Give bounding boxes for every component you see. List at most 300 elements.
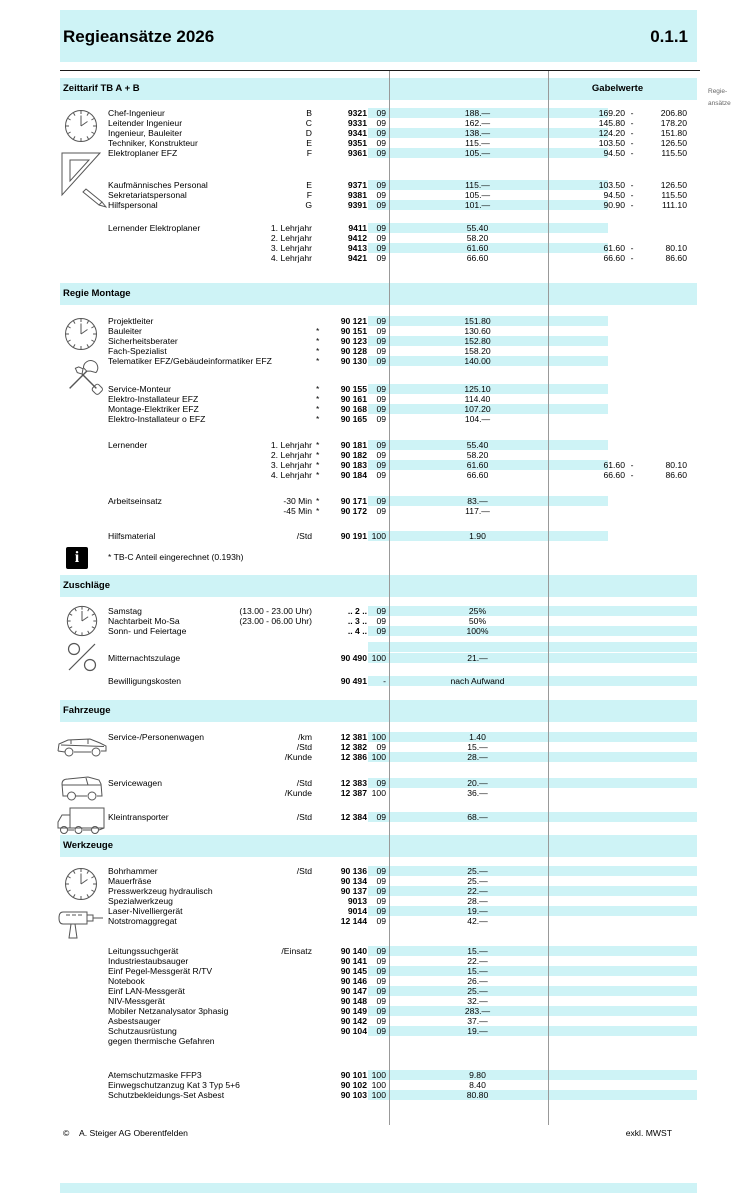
row-label: Mobiler Netzanalysator 3phasig <box>108 1006 229 1016</box>
row-range-dash: - <box>630 460 634 470</box>
table-row <box>60 866 697 876</box>
van-icon <box>59 769 107 803</box>
margin-tab-line2: ansätze <box>708 100 731 107</box>
header-band <box>60 10 697 62</box>
row-code: 12 144 <box>340 916 367 926</box>
row-range-max <box>639 626 687 636</box>
row-range-dash <box>625 1070 639 1080</box>
row-range-max <box>639 316 687 326</box>
row-subcode: 09 <box>376 414 386 424</box>
row-range-dash <box>625 946 639 956</box>
row-range-dash <box>625 1090 639 1100</box>
row-range-min: 94.50 <box>603 148 625 158</box>
row-subcode: 09 <box>376 626 386 636</box>
row-subcode: 09 <box>376 316 386 326</box>
row-asterisk: * <box>316 336 320 346</box>
row-range-dash <box>625 496 639 506</box>
row-range-min <box>548 752 625 762</box>
row-code: 9341 <box>347 128 367 138</box>
row-range-dash <box>625 752 639 762</box>
row-qualifier <box>210 676 312 686</box>
group-montage-lernende <box>60 440 697 480</box>
row-subcode: 09 <box>376 356 386 366</box>
row-range-min <box>548 1006 625 1016</box>
row-range-dash <box>625 742 639 752</box>
row-qualifier: 1. Lehrjahr <box>270 223 312 233</box>
row-range-dash <box>625 916 639 926</box>
row-value: 61.60 <box>466 460 489 470</box>
row-code: 90 141 <box>340 956 367 966</box>
row-subcode: 09 <box>376 976 386 986</box>
info-icon-glyph: i <box>74 549 80 566</box>
row-label: Notstromaggregat <box>108 916 177 926</box>
row-subcode: 100 <box>371 1090 386 1100</box>
row-value: 68.— <box>467 812 488 822</box>
row-label: Elektro-Installateur o EFZ <box>108 414 206 424</box>
row-range-max <box>639 1090 687 1100</box>
row-label: Presswerkzeug hydraulisch <box>108 886 213 896</box>
row-label: Chef-Ingenieur <box>108 108 165 118</box>
row-label: Nachtarbeit Mo-Sa <box>108 616 180 626</box>
row-range-min <box>548 916 625 926</box>
copyright-symbol: © <box>63 1128 70 1138</box>
row-range-max <box>639 653 687 663</box>
row-value: 19.— <box>467 1026 488 1036</box>
row-range-max <box>639 866 687 876</box>
row-subcode: 09 <box>376 180 386 190</box>
row-range-min <box>548 778 625 788</box>
row-label: Hilfspersonal <box>108 200 158 210</box>
row-range-min <box>548 956 625 966</box>
row-code: 90 103 <box>340 1090 367 1100</box>
row-range-min: 124.20 <box>598 128 625 138</box>
table-row <box>60 606 697 616</box>
row-code: 9331 <box>347 118 367 128</box>
row-range-max <box>639 506 687 516</box>
table-row <box>60 108 697 118</box>
row-asterisk: * <box>316 414 320 424</box>
table-row <box>60 653 697 663</box>
row-qualifier <box>210 346 312 356</box>
row-label: Service-Monteur <box>108 384 172 394</box>
row-value: 158.20 <box>464 346 491 356</box>
row-subcode: 09 <box>376 876 386 886</box>
group-zuschlaege-zeiten <box>60 606 697 663</box>
row-code: 90 184 <box>340 470 367 480</box>
section-bar-zeittarif <box>60 78 697 100</box>
row-range-max <box>639 233 687 243</box>
row-code: 90 123 <box>340 336 367 346</box>
row-subcode: 09 <box>376 336 386 346</box>
row-label: Ingenieur, Bauleiter <box>108 128 183 138</box>
table-row <box>60 966 697 976</box>
row-qualifier: D <box>305 128 312 138</box>
row-range-dash <box>625 812 639 822</box>
row-code: 90 136 <box>340 866 367 876</box>
row-range-min <box>548 732 625 742</box>
row-asterisk: * <box>316 470 320 480</box>
row-value: 105.— <box>464 148 491 158</box>
table-row <box>60 233 697 243</box>
row-subcode: 100 <box>371 531 386 541</box>
row-range-min: 61.60 <box>603 460 625 470</box>
row-range-max <box>639 326 687 336</box>
row-code: 9351 <box>347 138 367 148</box>
row-range-dash <box>625 616 639 626</box>
row-range-min <box>548 233 625 243</box>
table-row <box>60 996 697 1006</box>
row-subcode: 09 <box>376 346 386 356</box>
row-range-min: 94.50 <box>603 190 625 200</box>
row-subcode: 09 <box>376 496 386 506</box>
row-range-min <box>548 946 625 956</box>
row-range-dash <box>625 394 639 404</box>
row-range-max <box>639 1036 687 1046</box>
row-range-min <box>548 506 625 516</box>
row-subcode: 09 <box>376 742 386 752</box>
column-divider-line-left <box>389 71 390 1125</box>
row-range-min <box>548 1016 625 1026</box>
row-qualifier <box>210 1026 312 1036</box>
row-value: 83.— <box>467 496 488 506</box>
row-range-min: 169.20 <box>598 108 625 118</box>
row-label: Leitungssuchgerät <box>108 946 179 956</box>
row-range-dash <box>625 1080 639 1090</box>
row-qualifier: 4. Lehrjahr <box>270 253 312 263</box>
row-code: 9421 <box>347 253 367 263</box>
row-subcode: 100 <box>371 788 386 798</box>
row-range-max <box>639 916 687 926</box>
row-range-dash: - <box>630 190 634 200</box>
row-value: 55.40 <box>466 440 489 450</box>
row-subcode: 09 <box>376 986 386 996</box>
page-title: Regieansätze 2026 <box>63 27 215 46</box>
row-qualifier <box>210 356 312 366</box>
row-qualifier <box>210 956 312 966</box>
row-range-max <box>639 946 687 956</box>
row-range-dash <box>625 346 639 356</box>
set-square-icon <box>59 150 107 208</box>
row-range-dash <box>625 223 639 233</box>
section-label: Regie Montage <box>63 288 131 299</box>
row-range-max <box>639 642 687 652</box>
row-label: NIV-Messgerät <box>108 996 165 1006</box>
row-asterisk: * <box>316 440 320 450</box>
row-range-min <box>548 876 625 886</box>
table-row <box>60 676 697 686</box>
row-qualifier: /Kunde <box>284 752 312 762</box>
group-montage-hilfsmaterial <box>60 531 697 541</box>
row-value: 50% <box>468 616 487 626</box>
row-range-max <box>639 986 687 996</box>
row-value: 58.20 <box>466 233 489 243</box>
drill-icon <box>57 900 105 942</box>
row-subcode: 09 <box>376 1026 386 1036</box>
row-range-min <box>548 223 625 233</box>
row-qualifier <box>210 394 312 404</box>
row-value: 42.— <box>467 916 488 926</box>
row-label: Elektro-Installateur EFZ <box>108 394 199 404</box>
row-subcode: 09 <box>376 326 386 336</box>
row-label: Leitender Ingenieur <box>108 118 183 128</box>
row-qualifier <box>210 876 312 886</box>
row-value <box>389 1036 548 1046</box>
row-range-dash <box>625 676 639 686</box>
row-value: 21.— <box>467 653 488 663</box>
row-qualifier: (23.00 - 06.00 Uhr) <box>239 616 312 626</box>
row-label: Sekretariatspersonal <box>108 190 187 200</box>
row-code: 90 181 <box>340 440 367 450</box>
row-range-min <box>548 496 625 506</box>
row-range-dash <box>625 414 639 424</box>
row-value: 22.— <box>467 886 488 896</box>
row-subcode: 100 <box>371 653 386 663</box>
row-qualifier <box>210 986 312 996</box>
row-range-max <box>639 956 687 966</box>
row-range-dash <box>625 896 639 906</box>
row-range-dash <box>625 606 639 616</box>
table-row <box>60 460 697 470</box>
row-value: 1.40 <box>469 732 486 742</box>
row-qualifier <box>210 916 312 926</box>
row-label: Telematiker EFZ/Gebäudeinformatiker EFZ <box>108 356 272 366</box>
row-qualifier <box>210 404 312 414</box>
table-row <box>60 778 697 788</box>
table-row <box>60 886 697 896</box>
row-asterisk: * <box>316 394 320 404</box>
row-label: Bauleiter <box>108 326 142 336</box>
row-range-dash <box>625 626 639 636</box>
row-range-max: 126.50 <box>660 180 687 190</box>
section-label: Zeittarif TB A + B <box>63 83 140 94</box>
row-range-max <box>639 996 687 1006</box>
row-label: Asbestsauger <box>108 1016 161 1026</box>
row-range-max <box>639 384 687 394</box>
row-code: .. 2 .. <box>347 606 367 616</box>
row-code: 9014 <box>347 906 367 916</box>
table-row <box>60 1026 697 1036</box>
row-range-min <box>548 440 625 450</box>
row-qualifier <box>210 1080 312 1090</box>
row-range-max <box>639 414 687 424</box>
row-range-max <box>639 404 687 414</box>
table-row <box>60 986 697 996</box>
row-code: 90 491 <box>340 676 367 686</box>
table-row <box>60 742 697 752</box>
group-montage-leitung <box>60 316 697 366</box>
row-qualifier <box>210 1006 312 1016</box>
row-range-max: 86.60 <box>665 470 687 480</box>
row-label: gegen thermische Gefahren <box>108 1036 215 1046</box>
row-value: 55.40 <box>466 223 489 233</box>
footer-vat-note: exkl. MWST <box>625 1128 672 1138</box>
row-subcode: 09 <box>376 190 386 200</box>
row-range-min <box>548 906 625 916</box>
row-label: Atemschutzmaske FFP3 <box>108 1070 202 1080</box>
row-subcode: 09 <box>376 384 386 394</box>
row-range-max <box>639 531 687 541</box>
row-subcode: 100 <box>371 1080 386 1090</box>
row-value: 101.— <box>464 200 491 210</box>
row-qualifier: G <box>305 200 312 210</box>
row-subcode: 09 <box>376 966 386 976</box>
section-label: Werkzeuge <box>63 840 113 851</box>
row-code: 90 102 <box>340 1080 367 1090</box>
row-label: Einf LAN-Messgerät <box>108 986 185 996</box>
gabelwerte-header: Gabelwerte <box>591 83 644 94</box>
row-range-min <box>548 676 625 686</box>
row-subcode: 09 <box>376 243 386 253</box>
row-subcode: 09 <box>376 394 386 404</box>
row-range-dash <box>625 1016 639 1026</box>
row-subcode: 100 <box>371 752 386 762</box>
row-qualifier: 2. Lehrjahr <box>270 450 312 460</box>
row-range-max <box>639 886 687 896</box>
row-subcode: 09 <box>376 916 386 926</box>
table-row <box>60 316 697 326</box>
row-range-max: 126.50 <box>660 138 687 148</box>
row-subcode <box>369 642 386 652</box>
row-subcode: 09 <box>376 233 386 243</box>
row-value: 138.— <box>464 128 491 138</box>
row-range-dash: - <box>630 470 634 480</box>
row-code: 90 168 <box>340 404 367 414</box>
header-rule <box>60 70 700 71</box>
row-value: 15.— <box>467 946 488 956</box>
row-qualifier <box>210 906 312 916</box>
row-qualifier: /Einsatz <box>281 946 312 956</box>
row-value: 26.— <box>467 976 488 986</box>
row-range-max <box>639 496 687 506</box>
table-row <box>60 326 697 336</box>
table-row <box>60 190 697 200</box>
row-qualifier: -30 Min <box>283 496 312 506</box>
row-subcode: 100 <box>371 1070 386 1080</box>
table-row <box>60 732 697 742</box>
row-code: 90 146 <box>340 976 367 986</box>
row-range-dash <box>625 233 639 243</box>
row-code: 90 172 <box>340 506 367 516</box>
row-qualifier: 3. Lehrjahr <box>270 243 312 253</box>
table-row <box>60 440 697 450</box>
row-range-max <box>639 896 687 906</box>
row-range-max <box>639 906 687 916</box>
row-label: Mauerfräse <box>108 876 152 886</box>
row-qualifier <box>210 966 312 976</box>
row-range-min <box>548 616 625 626</box>
table-row <box>60 496 697 506</box>
row-qualifier <box>210 1070 312 1080</box>
row-value: 32.— <box>467 996 488 1006</box>
row-label: Kleintransporter <box>108 812 169 822</box>
row-qualifier: B <box>306 108 312 118</box>
row-qualifier <box>210 886 312 896</box>
section-bar-zuschlaege <box>60 575 697 597</box>
row-range-dash <box>625 966 639 976</box>
row-qualifier <box>210 414 312 424</box>
row-qualifier: (13.00 - 23.00 Uhr) <box>239 606 312 616</box>
row-value: 15.— <box>467 742 488 752</box>
row-qualifier <box>210 1036 312 1046</box>
row-label: Schutzbekleidungs-Set Asbest <box>108 1090 225 1100</box>
row-code: 9321 <box>347 108 367 118</box>
row-label: Sicherheitsberater <box>108 336 178 346</box>
row-subcode: 09 <box>376 946 386 956</box>
row-value: 58.20 <box>466 450 489 460</box>
table-row <box>60 916 697 926</box>
row-range-dash <box>625 642 639 652</box>
row-range-min <box>548 866 625 876</box>
row-subcode: 09 <box>376 223 386 233</box>
table-row <box>60 896 697 906</box>
row-range-min <box>548 414 625 424</box>
row-label: Bohrhammer <box>108 866 158 876</box>
margin-tab <box>708 86 731 110</box>
row-code <box>320 642 367 652</box>
column-divider-line-right <box>548 71 549 1125</box>
row-range-dash: - <box>630 138 634 148</box>
table-row <box>60 404 697 414</box>
clock-icon <box>64 603 100 639</box>
table-row <box>60 531 697 541</box>
row-range-max <box>639 876 687 886</box>
row-range-min <box>548 356 625 366</box>
row-range-max: 111.10 <box>661 200 687 210</box>
row-range-min <box>548 1026 625 1036</box>
group-zeittarif-personal <box>60 180 697 210</box>
row-qualifier <box>210 996 312 1006</box>
row-code: 9413 <box>347 243 367 253</box>
row-code: 90 149 <box>340 1006 367 1016</box>
row-qualifier: /Std <box>296 531 312 541</box>
table-row <box>60 616 697 626</box>
row-range-min: 66.60 <box>603 253 625 263</box>
row-subcode: 09 <box>376 460 386 470</box>
row-range-min: 145.80 <box>598 118 625 128</box>
row-label: Service-/Personenwagen <box>108 732 205 742</box>
row-range-min <box>548 986 625 996</box>
row-code: 90 101 <box>340 1070 367 1080</box>
group-fahrzeuge-kleintransporter <box>60 812 697 822</box>
table-row <box>60 946 697 956</box>
row-range-dash <box>625 404 639 414</box>
row-range-min <box>548 976 625 986</box>
row-code: 90 148 <box>340 996 367 1006</box>
table-row <box>60 336 697 346</box>
row-subcode: 09 <box>376 616 386 626</box>
row-value: 188.— <box>464 108 491 118</box>
row-code: 9411 <box>348 223 367 233</box>
row-label: Lernender Elektroplaner <box>108 223 201 233</box>
row-range-max <box>639 616 687 626</box>
row-value: 36.— <box>467 788 488 798</box>
row-label: Hilfsmaterial <box>108 531 156 541</box>
row-code: 9371 <box>347 180 367 190</box>
group-montage-monteure <box>60 384 697 424</box>
crossed-tools-icon <box>62 354 104 396</box>
row-range-min <box>548 316 625 326</box>
row-value: 152.80 <box>464 336 491 346</box>
group-montage-arbeitseinsatz <box>60 496 697 516</box>
row-qualifier <box>210 626 312 636</box>
row-range-max <box>639 223 687 233</box>
row-code: .. 3 .. <box>347 616 367 626</box>
row-range-max: 86.60 <box>665 253 687 263</box>
row-qualifier: C <box>305 118 312 128</box>
row-code: 90 161 <box>340 394 367 404</box>
row-label: Sonn- und Feiertage <box>108 626 187 636</box>
row-asterisk: * <box>316 356 320 366</box>
